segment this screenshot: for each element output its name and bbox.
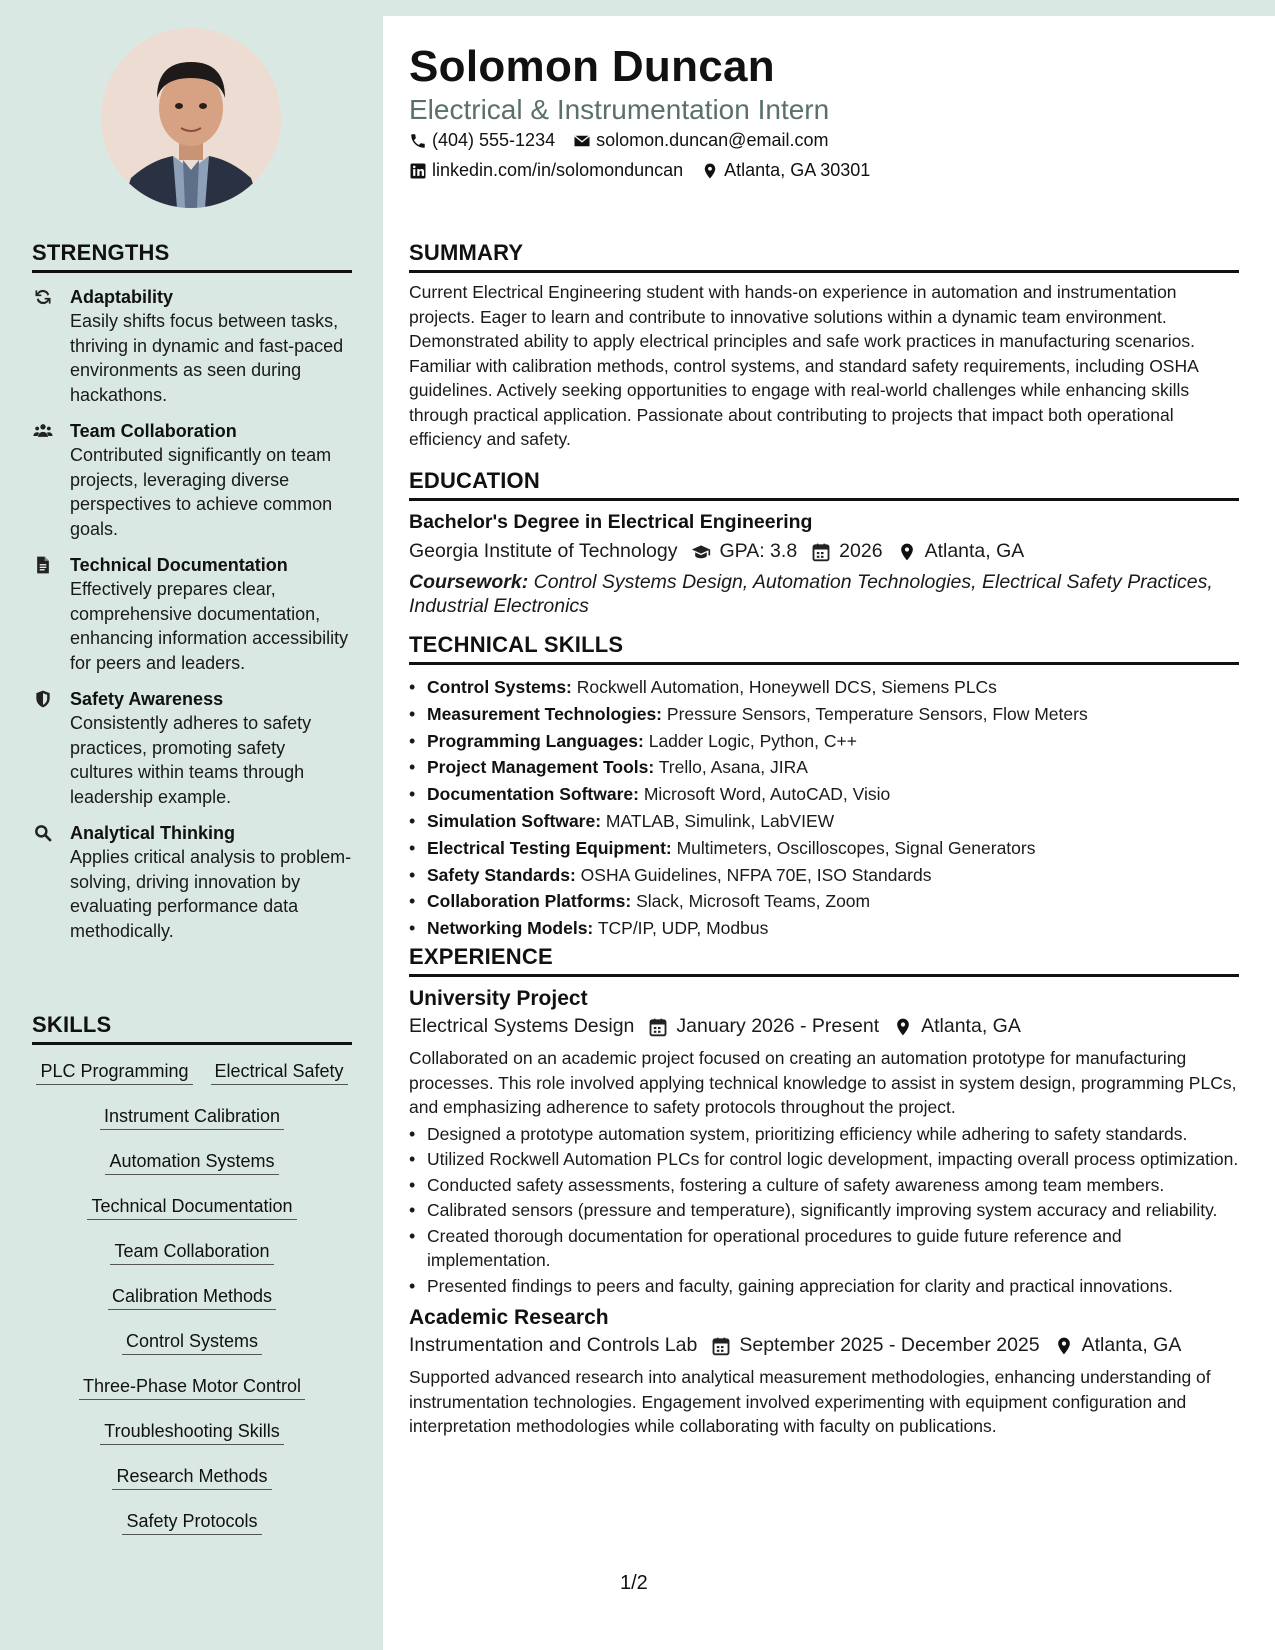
tech-skill-value: Rockwell Automation, Honeywell DCS, Siemens PLCs	[576, 677, 997, 697]
school-text: Georgia Institute of Technology	[409, 540, 678, 562]
users-icon	[32, 421, 54, 441]
education-location	[897, 540, 1025, 563]
job-meta	[409, 1334, 1239, 1357]
search-icon	[32, 823, 54, 843]
tech-skill-item	[409, 754, 1239, 781]
skill-tag: Control Systems	[122, 1329, 262, 1355]
tech-skill-item	[409, 701, 1239, 728]
job-description: Collaborated on an academic project focused on creating an automation prototype for manufacturing processes. This role involved applying technical knowledge to assist in system design, programming PLCs, and emphasizing adherence to safety protocols throughout the project.	[409, 1048, 1237, 1117]
job-bullet: • Created thorough documentation for operational procedures to guide future reference and implementation.	[409, 1224, 1239, 1273]
contact-row-1	[409, 130, 828, 151]
tech-skill-item	[409, 728, 1239, 755]
calendar-icon	[711, 1336, 731, 1356]
degree-title: Bachelor's Degree in Electrical Engineering	[409, 511, 813, 533]
tech-skill-item	[409, 862, 1239, 889]
strength-desc: Consistently adheres to safety practices, promoting safety cultures within teams through leadership example.	[70, 713, 312, 807]
tech-skill-label: Control Systems:	[427, 677, 572, 697]
job-dates-text: January 2026 - Present	[676, 1015, 880, 1037]
strength-item	[32, 419, 352, 541]
job-location-text: Atlanta, GA	[1081, 1334, 1182, 1356]
profile-photo	[101, 28, 281, 208]
skills-section	[32, 1012, 352, 1554]
skill-tag: Technical Documentation	[87, 1194, 296, 1220]
phone-icon	[409, 132, 427, 150]
tech-skill-label: Simulation Software:	[427, 810, 602, 831]
technical-skills-section	[409, 632, 1239, 942]
job-org	[409, 1334, 697, 1357]
strength-title: Adaptability	[70, 287, 174, 307]
email-text[interactable]: solomon.duncan@email.com	[596, 130, 829, 150]
job-dates	[648, 1015, 879, 1038]
contact-row-2	[409, 160, 870, 181]
tech-skill-item	[409, 888, 1239, 915]
candidate-role: Electrical & Instrumentation Intern	[409, 94, 830, 125]
education-section	[409, 468, 1239, 618]
education-meta	[409, 540, 1239, 563]
job-org-text: Instrumentation and Controls Lab	[409, 1334, 698, 1356]
experience-heading: EXPERIENCE	[409, 944, 1239, 977]
graduation-cap-icon	[691, 542, 711, 562]
job-location-text: Atlanta, GA	[921, 1015, 1021, 1037]
tech-skill-value: OSHA Guidelines, NFPA 70E, ISO Standards	[580, 864, 932, 885]
tech-skill-value: Pressure Sensors, Temperature Sensors, Flow Meters	[666, 703, 1088, 724]
gpa	[691, 540, 797, 563]
job-location	[1054, 1334, 1182, 1357]
strength-title: Safety Awareness	[70, 689, 224, 709]
tech-skill-item	[409, 781, 1239, 808]
job-bullet: • Conducted safety assessments, fostering a culture of safety awareness among team members.	[409, 1173, 1239, 1198]
job-dates-text: September 2025 - December 2025	[739, 1334, 1040, 1356]
school-name	[409, 540, 677, 563]
location-text: Atlanta, GA 30301	[724, 160, 871, 180]
skill-tag: Electrical Safety	[211, 1059, 348, 1085]
strength-title: Team Collaboration	[70, 421, 237, 441]
email-contact[interactable]	[573, 130, 828, 151]
file-icon	[32, 555, 54, 575]
job-description: Supported advanced research into analytical measurement methodologies, enhancing understanding of instrumentation technologies. Engagement involved experimenting with equipment configuration and interpretation methodologies while collaborating with faculty on publications.	[409, 1367, 1211, 1436]
linkedin-text[interactable]: linkedin.com/in/solomonduncan	[432, 160, 684, 180]
skill-tag: Three-Phase Motor Control	[79, 1374, 305, 1400]
year-text: 2026	[839, 540, 883, 562]
strength-desc: Effectively prepares clear, comprehensive documentation, enhancing information accessibility for peers and leaders.	[70, 579, 349, 673]
skill-tag: Automation Systems	[105, 1149, 278, 1175]
gpa-text: GPA: 3.8	[719, 540, 798, 562]
tech-skill-label: Electrical Testing Equipment:	[427, 837, 672, 858]
experience-section	[409, 944, 1239, 1439]
job-bullet: • Designed a prototype automation system, prioritizing efficiency while adhering to safety standards.	[409, 1122, 1239, 1147]
tech-skill-value: Multimeters, Oscilloscopes, Signal Generators	[676, 837, 1036, 858]
tech-skill-value: Slack, Microsoft Teams, Zoom	[636, 891, 871, 912]
strength-item	[32, 553, 352, 675]
calendar-icon	[811, 542, 831, 562]
phone-text: (404) 555-1234	[432, 130, 556, 150]
coursework-text: Control Systems Design, Automation Technologies, Electrical Safety Practices, Industrial Electronics	[409, 571, 1213, 617]
summary-text: Current Electrical Engineering student with hands-on experience in automation and instrumentation projects. Eager to learn and contribute to innovative solutions within a dynamic team environment. Demonstrated ability to apply electrical principles and safe work practices in manufacturing scenarios. Familiar with calibration methods, control systems, and standard safety requirements, including OSHA guidelines. Actively seeking opportunities to engage with real-world challenges while enhancing skills through practical application. Passionate about contributing to projects that impact both operational efficiency and safety.	[409, 282, 1198, 449]
envelope-icon	[573, 132, 591, 150]
skill-tag: PLC Programming	[36, 1059, 192, 1085]
job-title: Academic Research	[409, 1306, 609, 1329]
skill-tag: Safety Protocols	[122, 1509, 261, 1535]
job-org-text: Electrical Systems Design	[409, 1015, 635, 1037]
summary-section	[409, 240, 1239, 452]
tech-skill-label: Safety Standards:	[427, 864, 576, 885]
job-dates	[711, 1334, 1039, 1357]
strength-desc: Easily shifts focus between tasks, thriving in dynamic and fast-paced environments as seen during hackathons.	[70, 311, 344, 405]
phone-contact	[409, 130, 555, 151]
shield-icon	[32, 689, 54, 709]
strength-desc: Applies critical analysis to problem-solving, driving innovation by evaluating performance data methodically.	[70, 847, 352, 941]
tech-skill-item	[409, 674, 1239, 701]
job-bullet: • Presented findings to peers and faculty, gaining appreciation for clarity and practical innovations.	[409, 1274, 1239, 1299]
linkedin-contact[interactable]	[409, 160, 683, 181]
tech-skill-value: Trello, Asana, JIRA	[658, 757, 808, 778]
tech-skill-item	[409, 835, 1239, 862]
job-meta	[409, 1015, 1239, 1038]
tech-skill-value: Microsoft Word, AutoCAD, Visio	[643, 784, 891, 805]
skill-tag: Troubleshooting Skills	[100, 1419, 283, 1445]
tech-skill-label: Documentation Software:	[427, 784, 639, 805]
tech-skill-label: Project Management Tools:	[427, 757, 655, 778]
technical-skills-heading: TECHNICAL SKILLS	[409, 632, 1239, 665]
skill-tag: Instrument Calibration	[100, 1104, 284, 1130]
strength-item	[32, 687, 352, 809]
tech-skill-label: Programming Languages:	[427, 730, 644, 751]
job-bullets	[409, 1122, 1239, 1299]
skill-tag: Research Methods	[112, 1464, 271, 1490]
job-title: University Project	[409, 987, 588, 1010]
grad-year	[811, 540, 882, 563]
map-pin-icon	[1054, 1336, 1074, 1356]
tech-skill-item	[409, 915, 1239, 942]
skills-list	[32, 1059, 352, 1535]
technical-skills-list	[409, 674, 1239, 942]
skill-tag: Calibration Methods	[108, 1284, 276, 1310]
summary-heading: SUMMARY	[409, 240, 1239, 273]
strength-title: Technical Documentation	[70, 555, 288, 575]
linkedin-icon	[409, 162, 427, 180]
tech-skill-label: Networking Models:	[427, 918, 594, 939]
experience-entry	[409, 987, 1239, 1298]
job-bullet: • Calibrated sensors (pressure and temperature), significantly improving system accuracy and reliability.	[409, 1198, 1239, 1223]
page-number: 1/2	[620, 1572, 648, 1594]
strengths-heading: STRENGTHS	[32, 240, 352, 273]
strengths-section	[32, 240, 352, 943]
tech-skill-value: Ladder Logic, Python, C++	[648, 730, 857, 751]
tech-skill-item	[409, 808, 1239, 835]
skills-heading: SKILLS	[32, 1012, 352, 1045]
education-heading: EDUCATION	[409, 468, 1239, 501]
candidate-name: Solomon Duncan	[409, 42, 775, 91]
map-pin-icon	[701, 162, 719, 180]
tech-skill-label: Measurement Technologies:	[427, 703, 663, 724]
profile-photo-illustration	[101, 28, 281, 208]
tech-skill-label: Collaboration Platforms:	[427, 891, 632, 912]
map-pin-icon	[893, 1017, 913, 1037]
strength-title: Analytical Thinking	[70, 823, 236, 843]
experience-entry	[409, 1306, 1239, 1439]
calendar-icon	[648, 1017, 668, 1037]
job-org	[409, 1015, 634, 1038]
map-pin-icon	[897, 542, 917, 562]
tech-skill-value: MATLAB, Simulink, LabVIEW	[605, 810, 835, 831]
coursework	[409, 570, 1239, 618]
education-location-text: Atlanta, GA	[924, 540, 1025, 562]
job-location	[893, 1015, 1021, 1038]
location-contact	[701, 160, 870, 181]
job-bullet: • Utilized Rockwell Automation PLCs for control logic development, impacting overall process optimization.	[409, 1147, 1239, 1172]
strength-item	[32, 821, 352, 943]
top-band	[383, 0, 1275, 16]
tech-skill-value: TCP/IP, UDP, Modbus	[597, 918, 769, 939]
strength-desc: Contributed significantly on team projects, leveraging diverse perspectives to achieve common goals.	[70, 445, 333, 539]
coursework-label: Coursework:	[409, 571, 529, 593]
sync-icon	[32, 287, 54, 307]
strength-item	[32, 285, 352, 407]
skill-tag: Team Collaboration	[110, 1239, 273, 1265]
